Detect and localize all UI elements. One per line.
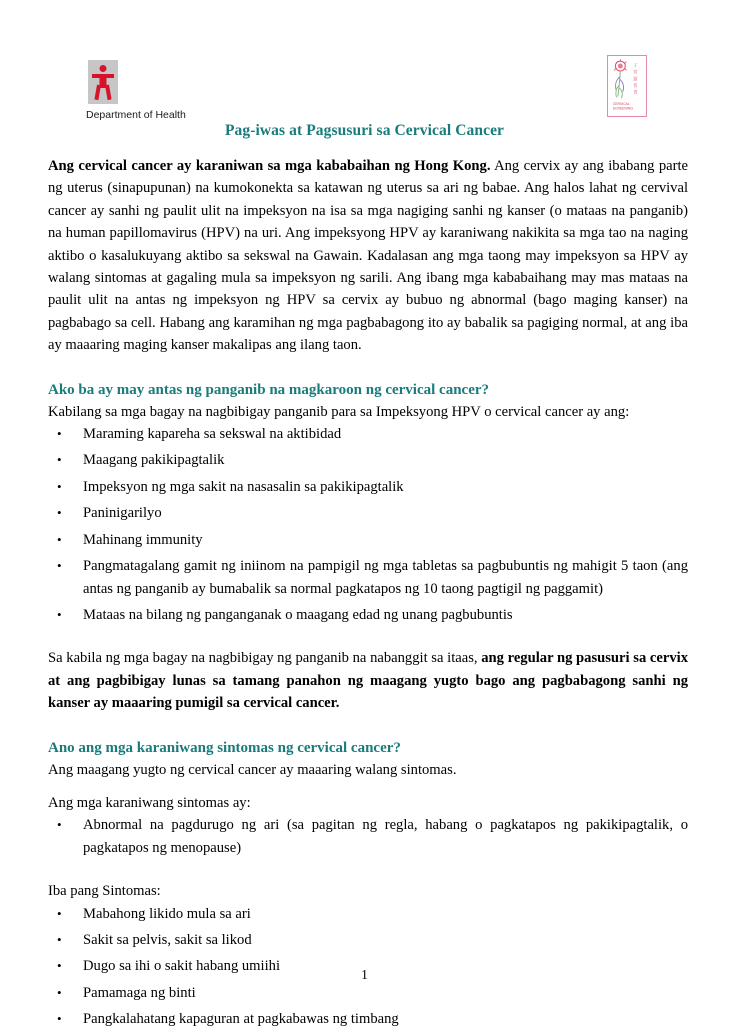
page-header [0,0,729,121]
list-item-text: Sakit sa pelvis, sakit sa likod [83,931,252,948]
document-content [48,155,688,1031]
list-item-text: Maagang pakikipagtalik [83,452,225,469]
list-item [48,476,688,498]
department-of-health-logo [86,60,206,121]
list-item-text: Paninigarilyo [83,505,162,522]
list-item [48,423,688,445]
page-title: Pag-iwas at Pagsusuri sa Cervical Cancer [224,122,505,139]
list-item [48,814,688,859]
list-item-text: Pamamaga ng binti [83,984,196,1001]
svg-text:宮: 宮 [633,70,638,76]
spacer [48,715,688,737]
spacer [48,863,688,880]
risk-factor-list [48,423,688,626]
list-item-text: Mabahong likido mula sa ari [83,905,251,922]
list-item-text: Abnormal na pagdurugo ng ari (sa pagitan ng regla, habang o pagkatapos ng pakikipagtalik, o pagkatapos ng menopause) [83,817,688,856]
common-symptom-list [48,814,688,859]
cervical-screening-emblem-icon [608,56,646,116]
svg-text:CERVICAL: CERVICAL [612,102,630,106]
list-item-text: Maraming kapareha sa sekswal na aktibidad [83,426,342,443]
list-item [48,555,688,600]
list-item-text: Mahinang immunity [83,531,203,548]
svg-text:SCREENING: SCREENING [612,106,634,111]
list-item [48,1008,688,1030]
other-symptoms-lead-in: Iba pang Sintomas: [48,883,161,900]
section-heading-symptoms: Ano ang mga karaniwang sintomas ng cervical cancer? [48,739,401,756]
svg-text:子: 子 [633,64,638,69]
svg-text:查: 查 [633,90,638,96]
list-item [48,604,688,626]
spacer [48,781,688,792]
closing-bold-text: ang regular ng pasusuri sa cervix at ang pagbibigay lunas sa tamang panahon ng maagang yugto bago ang pagbabagong sanhi ng kanser ay maaaring pumigil sa cervical cancer. [48,650,688,712]
list-item [48,502,688,524]
intro-lead-bold: Ang cervical cancer ay karaniwan sa mga kababaihan ng Hong Kong. [48,158,491,174]
intro-rest: Ang cervix ay ang ibabang parte ng uterus (sinapupunan) na kumokonekta sa katawan ng uterus sa ari ng babae. Ang halos lahat ng cervival cancer ay sanhi ng paulit ulit na impeksyon na isa sa mga nagiging sanhi ng kanser (o mataas na panganib) na human papillomavirus (HPV) na uri. Ang impeksyong HPV ay karaniwang nakikita sa mga tao na naging aktibo o kasalukuyang aktibo sa sekswal na Gawain. Kadalasan ang mga taong may impeksyon sa HPV ay walang sintomas at gagaling mula sa impeksyon ng sarili. Ang ibang mga kababaihang may mas mataas na paulit ulit na antas ng impeksyon ng HPV sa cervix ay bubuo ng abnormal (bago maging kanser) na pagbabago sa cell. Habang ang karamihan ng mga pagbabagong ito ay babalik sa pagiging normal, at ang iba ay maaaring maging kanser makalipas ang ilang taon. [48,158,689,354]
closing-normal-text: Sa kabila ng mga bagay na nagbibigay ng panganib na nabanggit sa itaas, [48,650,482,667]
list-item [48,529,688,551]
section-1-closing-paragraph [48,647,688,714]
doh-figure-right-leg [105,85,112,100]
list-item-text: Mataas na bilang ng panganganak o maagang edad ng unang pagbubuntis [83,606,513,623]
list-item-text: Pangkalahatang kapaguran at pagkabawas ng timbang [83,1011,399,1028]
list-item [48,903,688,925]
doh-figure-icon [88,60,118,104]
spacer [48,357,688,379]
section-1-lead-in: Kabilang sa mga bagay na nagbibigay panganib para sa Impeksyong HPV o cervical cancer ay ang: [48,403,630,420]
list-item-text: Impeksyon ng mga sakit na nasasalin sa pakikipagtalik [83,478,404,495]
section-2-lead-in-2: Ang mga karaniwang sintomas ay: [48,794,251,811]
page-number: 1 [361,967,368,982]
list-item [48,982,688,1004]
svg-text:普: 普 [633,83,638,89]
intro-paragraph [48,155,688,357]
cervical-screening-programme-logo [607,55,647,117]
spacer [48,630,688,647]
doh-figure-head [100,65,107,72]
department-of-health-caption: Department of Health [86,109,186,121]
section-heading-risk: Ako ba ay may antas ng panganib na magkaroon ng cervical cancer? [48,381,490,398]
svg-text:頸: 頸 [633,77,638,83]
doh-figure-left-leg [94,85,101,100]
list-item-text: Pangmatagalang gamit ng iniinom na pampigil ng mga tabletas sa pagbubuntis ng mahigit 5 taon (ang antas ng panganib ay bumabalik sa normal pagkatapos ng 10 taong pagtigil ng paggamit) [83,558,688,597]
list-item [48,449,688,471]
list-item [48,929,688,951]
section-2-lead-in: Ang maagang yugto ng cervical cancer ay maaaring walang sintomas. [48,761,457,778]
list-item-text: Dugo sa ihi o sakit habang umiihi [83,958,280,975]
